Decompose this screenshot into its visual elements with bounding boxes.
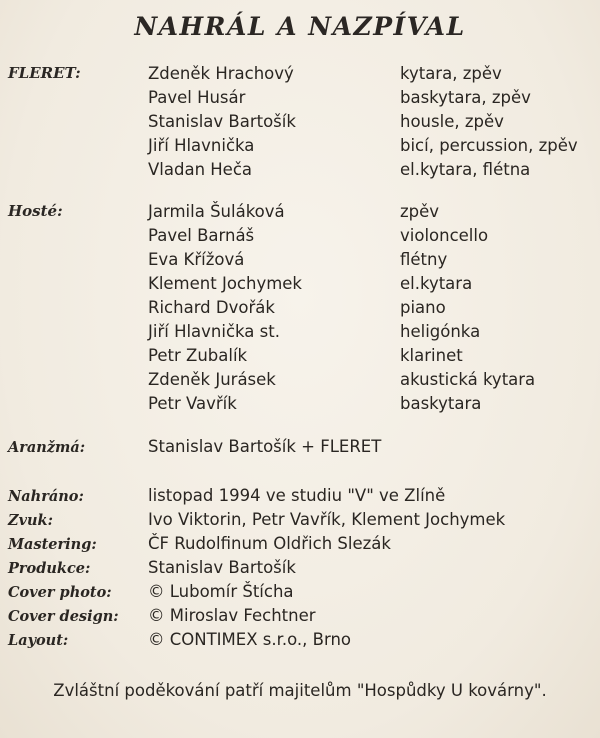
- member-name: Stanislav Bartošík: [148, 112, 296, 131]
- credit-label-mastering: Mastering:: [8, 536, 97, 553]
- guest-instrument: violoncello: [400, 226, 489, 245]
- credit-label-zvuk: Zvuk:: [8, 512, 53, 529]
- aranzma-value: Stanislav Bartošík + FLERET: [148, 437, 382, 456]
- credit-value-cover-design: © Miroslav Fechtner: [148, 606, 316, 625]
- guest-instrument: flétny: [400, 250, 448, 269]
- guest-name: Klement Jochymek: [148, 274, 302, 293]
- guest-name: Jiří Hlavnička st.: [148, 322, 280, 341]
- member-name: Pavel Husár: [148, 88, 246, 107]
- credit-label-layout: Layout:: [8, 632, 69, 649]
- credit-label-cover-photo: Cover photo:: [8, 584, 112, 601]
- hoste-label: Hosté:: [8, 202, 63, 220]
- guest-instrument: zpěv: [400, 202, 440, 221]
- aranzma-label: Aranžmá:: [8, 439, 86, 456]
- fleret-label: FLERET:: [8, 64, 81, 82]
- member-name: Vladan Heča: [148, 160, 253, 179]
- member-name: Jiří Hlavnička: [148, 136, 255, 155]
- credit-label-produkce: Produkce:: [8, 560, 91, 577]
- member-instrument: el.kytara, flétna: [400, 160, 531, 179]
- page-title: NAHRÁL A NAZPÍVAL: [134, 12, 466, 41]
- guest-instrument: piano: [400, 298, 446, 317]
- member-instrument: housle, zpěv: [400, 112, 504, 131]
- guest-instrument: heligónka: [400, 322, 481, 341]
- credit-value-cover-photo: © Lubomír Štícha: [148, 582, 294, 601]
- guest-name: Petr Vavřík: [148, 394, 237, 413]
- guest-instrument: baskytara: [400, 394, 482, 413]
- member-instrument: kytara, zpěv: [400, 64, 502, 83]
- guest-instrument: el.kytara: [400, 274, 473, 293]
- guest-instrument: akustická kytara: [400, 370, 536, 389]
- guest-name: Jarmila Šuláková: [148, 202, 285, 221]
- credit-value-layout: © CONTIMEX s.r.o., Brno: [148, 630, 352, 649]
- credit-label-cover-design: Cover design:: [8, 608, 119, 625]
- credit-value-zvuk: Ivo Viktorin, Petr Vavřík, Klement Jochymek: [148, 510, 506, 529]
- guest-name: Eva Křížová: [148, 250, 245, 269]
- credit-value-mastering: ČF Rudolfinum Oldřich Slezák: [148, 534, 391, 553]
- guest-instrument: klarinet: [400, 346, 463, 365]
- member-instrument: bicí, percussion, zpěv: [400, 136, 578, 155]
- guest-name: Richard Dvořák: [148, 298, 275, 317]
- credit-value-produkce: Stanislav Bartošík: [148, 558, 296, 577]
- guest-name: Zdeněk Jurásek: [148, 370, 276, 389]
- guest-name: Petr Zubalík: [148, 346, 248, 365]
- thanks-note: Zvláštní poděkování patří majitelům "Hospůdky U kovárny".: [53, 681, 547, 700]
- member-name: Zdeněk Hrachový: [148, 64, 294, 83]
- credit-label-nahrano: Nahráno:: [8, 488, 84, 505]
- member-instrument: baskytara, zpěv: [400, 88, 531, 107]
- credit-value-nahrano: listopad 1994 ve studiu "V" ve Zlíně: [148, 486, 446, 505]
- guest-name: Pavel Barnáš: [148, 226, 255, 245]
